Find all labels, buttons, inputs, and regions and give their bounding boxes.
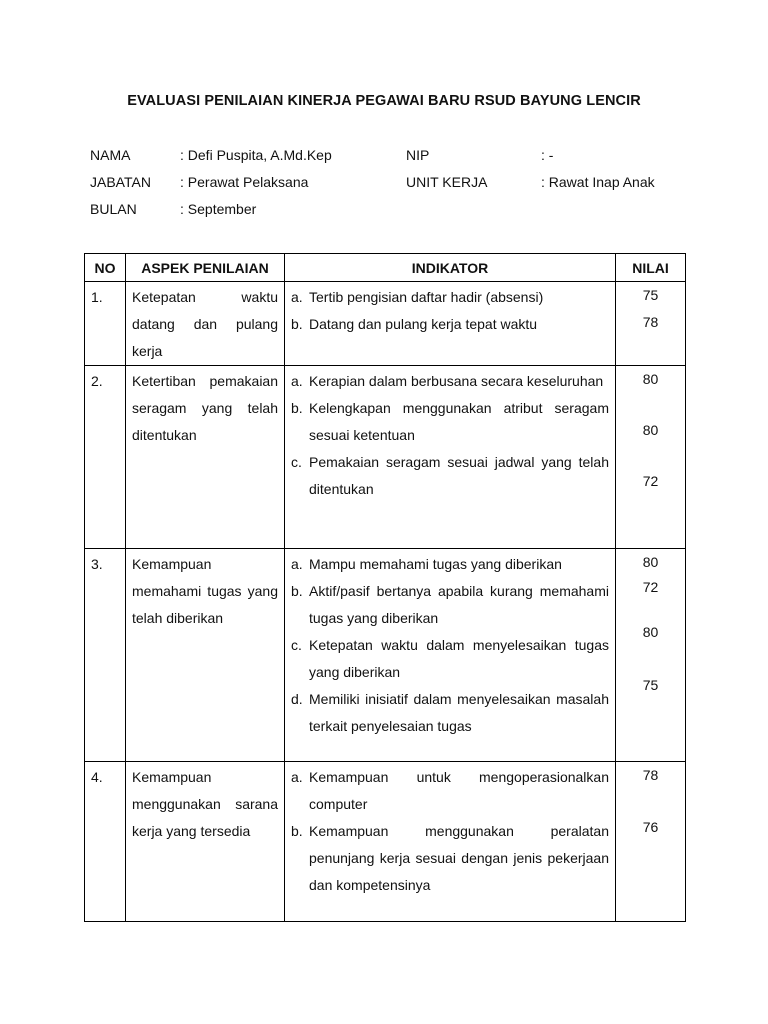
- nilai-value: 75: [642, 677, 659, 693]
- table-row: [85, 762, 686, 922]
- indikator-item: c. Pemakaian seragam sesuai jadwal yang telah ditentukan: [291, 454, 609, 497]
- indikator-item: c. Ketepatan waktu dalam menyelesaikan tugas yang diberikan: [291, 637, 609, 680]
- nip-label: NIP: [406, 147, 430, 163]
- nilai-cell: [616, 366, 686, 549]
- row-number: 2.: [85, 366, 126, 549]
- jabatan-value: : Perawat Pelaksana: [180, 174, 309, 190]
- indikator-item: b. Kemampuan menggunakan peralatan penunjang kerja sesuai dengan jenis pekerjaan dan kompetensinya: [291, 823, 609, 893]
- aspek-cell: Ketertiban pemakaian seragam yang telah ditentukan: [126, 366, 285, 549]
- row-number: 1.: [85, 282, 126, 366]
- header-aspek: ASPEK PENILAIAN: [126, 254, 285, 282]
- jabatan-label: JABATAN: [90, 174, 151, 190]
- unit-kerja-label: UNIT KERJA: [406, 174, 488, 190]
- row-number: 3.: [85, 549, 126, 762]
- nilai-cell: [616, 549, 686, 762]
- evaluation-table: [84, 253, 686, 922]
- nilai-value: 80: [642, 371, 659, 387]
- indikator-item: d. Memiliki inisiatif dalam menyelesaikan masalah terkait penyelesaian tugas: [291, 691, 609, 734]
- aspek-cell: Ketepatan waktu datang dan pulang kerja: [126, 282, 285, 366]
- bulan-value: : September: [180, 201, 257, 217]
- indikator-item: a. Kemampuan untuk mengoperasionalkan computer: [291, 769, 609, 812]
- indikator-cell: [285, 762, 616, 922]
- indikator-cell: [285, 366, 616, 549]
- header-indikator: INDIKATOR: [285, 254, 616, 282]
- nilai-value: 78: [642, 767, 659, 783]
- nilai-cell: [616, 282, 686, 366]
- bulan-label: BULAN: [90, 201, 137, 217]
- nama-label: NAMA: [90, 147, 131, 163]
- aspek-cell: Kemampuan memahami tugas yang telah diberikan: [126, 549, 285, 762]
- nip-value: : -: [541, 147, 554, 163]
- indikator-item: a. Kerapian dalam berbusana secara keseluruhan: [291, 373, 604, 389]
- unit-kerja-value: : Rawat Inap Anak: [541, 174, 655, 190]
- nilai-value: 80: [642, 554, 659, 570]
- indikator-item: a. Tertib pengisian daftar hadir (absensi): [291, 289, 544, 305]
- header-no: NO: [85, 254, 126, 282]
- nilai-value: 72: [642, 579, 659, 595]
- indikator-cell: [285, 282, 616, 366]
- indikator-item: a. Mampu memahami tugas yang diberikan: [291, 556, 562, 572]
- table-row: [85, 549, 686, 762]
- nilai-value: 75: [642, 287, 659, 303]
- indikator-item: b. Kelengkapan menggunakan atribut seragam sesuai ketentuan: [291, 400, 609, 443]
- nilai-value: 72: [642, 473, 659, 489]
- nilai-value: 80: [642, 624, 659, 640]
- table-row: [85, 366, 686, 549]
- header-nilai: NILAI: [616, 254, 686, 282]
- nilai-value: 78: [642, 314, 659, 330]
- row-number: 4.: [85, 762, 126, 922]
- nilai-cell: [616, 762, 686, 922]
- indikator-cell: [285, 549, 616, 762]
- table-row: [85, 282, 686, 366]
- aspek-cell: Kemampuan menggunakan sarana kerja yang tersedia: [126, 762, 285, 922]
- nilai-value: 76: [642, 819, 659, 835]
- table-header-row: [85, 254, 686, 282]
- indikator-item: b. Datang dan pulang kerja tepat waktu: [291, 316, 538, 332]
- document-title: EVALUASI PENILAIAN KINERJA PEGAWAI BARU RSUD BAYUNG LENCIR: [127, 93, 641, 109]
- indikator-item: b. Aktif/pasif bertanya apabila kurang memahami tugas yang diberikan: [291, 583, 609, 626]
- nama-value: : Defi Puspita, A.Md.Kep: [180, 147, 332, 163]
- nilai-value: 80: [642, 422, 659, 438]
